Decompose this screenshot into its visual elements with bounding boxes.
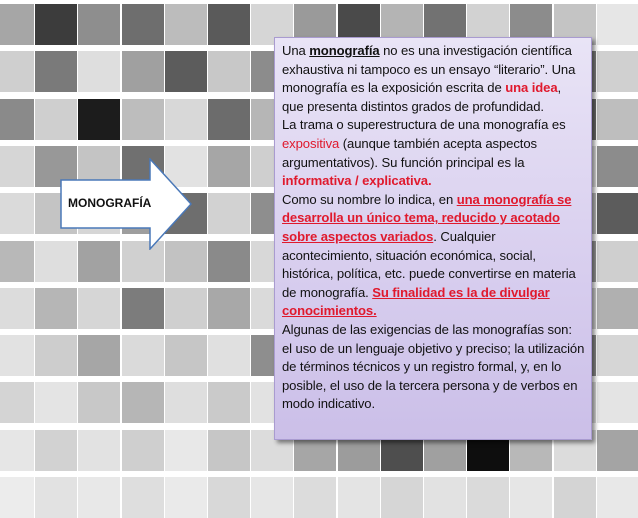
background-square — [78, 4, 120, 45]
background-square — [208, 241, 250, 282]
background-square — [165, 335, 207, 376]
background-square — [0, 241, 34, 282]
background-square — [597, 146, 638, 187]
background-square — [208, 51, 250, 92]
background-square — [208, 146, 250, 187]
background-square — [597, 241, 638, 282]
background-square — [78, 382, 120, 423]
background-square — [35, 477, 77, 518]
background-square — [208, 193, 250, 234]
background-square — [208, 382, 250, 423]
background-square — [0, 335, 34, 376]
background-square — [122, 99, 164, 140]
background-square — [251, 477, 293, 518]
keyword-monografia: monografía — [309, 43, 380, 58]
background-square — [78, 99, 120, 140]
background-square — [35, 335, 77, 376]
background-square — [35, 288, 77, 329]
background-square — [78, 477, 120, 518]
text-span: Una — [282, 43, 310, 58]
background-square — [165, 430, 207, 471]
text-span: Como su nombre lo indica, en — [282, 191, 457, 207]
background-square — [208, 288, 250, 329]
background-square — [165, 4, 207, 45]
monografia-text-box — [274, 37, 592, 440]
background-square — [122, 477, 164, 518]
highlight-una-idea: una idea — [505, 80, 558, 96]
background-square — [78, 51, 120, 92]
background-square — [165, 477, 207, 518]
background-square — [510, 477, 552, 518]
background-square — [35, 99, 77, 140]
background-square — [208, 335, 250, 376]
background-square — [597, 4, 638, 45]
background-square — [381, 477, 423, 518]
callout-label: MONOGRAFÍA — [68, 196, 152, 210]
highlight-finalidad: Su finalidad es la de divulgar conocimientos. — [282, 284, 550, 319]
background-square — [78, 288, 120, 329]
background-square — [122, 335, 164, 376]
highlight-expositiva: expositiva — [282, 135, 340, 151]
background-square — [597, 288, 638, 329]
background-square — [122, 4, 164, 45]
background-square — [597, 382, 638, 423]
background-square — [208, 99, 250, 140]
background-square — [597, 51, 638, 92]
highlight-unico-tema: una monografía se desarrolla un único tema, reducido y acotado sobre aspectos variados — [282, 191, 572, 244]
background-square — [294, 477, 336, 518]
text-span: , que presenta distintos grados de profundidad. — [282, 80, 562, 114]
text-span: (aunque también acepta aspectos argumentativos). Su función principal es la — [282, 135, 537, 170]
background-square — [0, 382, 34, 423]
background-square — [0, 477, 34, 518]
background-square — [554, 477, 596, 518]
paragraph-definition — [282, 42, 585, 116]
background-square — [597, 193, 638, 234]
background-square — [122, 382, 164, 423]
highlight-informativa: informativa / explicativa. — [282, 173, 432, 189]
background-square — [597, 477, 638, 518]
background-square — [467, 477, 509, 518]
text-span: . Cualquier acontecimiento, situación económica, social, histórica, política, etc. puede convertirse en materia de monografía. — [282, 228, 576, 300]
background-square — [122, 430, 164, 471]
background-square — [35, 4, 77, 45]
background-square — [35, 51, 77, 92]
background-square — [597, 99, 638, 140]
background-square — [165, 51, 207, 92]
background-square — [122, 51, 164, 92]
background-square — [78, 335, 120, 376]
paragraph-topic — [282, 191, 585, 321]
background-square — [597, 335, 638, 376]
paragraph-requirements — [282, 321, 585, 414]
background-square — [0, 51, 34, 92]
paragraph-structure — [282, 116, 585, 190]
background-square — [35, 382, 77, 423]
background-square — [208, 4, 250, 45]
background-square — [338, 477, 380, 518]
background-square — [0, 99, 34, 140]
background-square — [35, 430, 77, 471]
background-square — [165, 288, 207, 329]
background-square — [597, 430, 638, 471]
background-square — [208, 477, 250, 518]
background-square — [0, 4, 34, 45]
background-square — [122, 288, 164, 329]
text-span: La trama o superestructura de una monografía es — [282, 117, 566, 133]
background-square — [208, 430, 250, 471]
background-square — [0, 193, 34, 234]
background-square — [78, 430, 120, 471]
background-square — [424, 477, 466, 518]
background-square — [0, 146, 34, 187]
background-square — [0, 288, 34, 329]
background-square — [0, 430, 34, 471]
background-square — [165, 99, 207, 140]
background-square — [165, 382, 207, 423]
text-span: no es una investigación científica exhaustiva ni tampoco es un ensayo “literario”. Una monografía es la exposición escrita de — [282, 43, 576, 96]
text-span: Algunas de las exigencias de las monografías son: el uso de un lenguaje objetivo y preciso; la utilización de términos técnicos y un registro formal, y, en lo posible, el uso de la tercera persona y de verbos en modo indicativo. — [282, 321, 585, 412]
